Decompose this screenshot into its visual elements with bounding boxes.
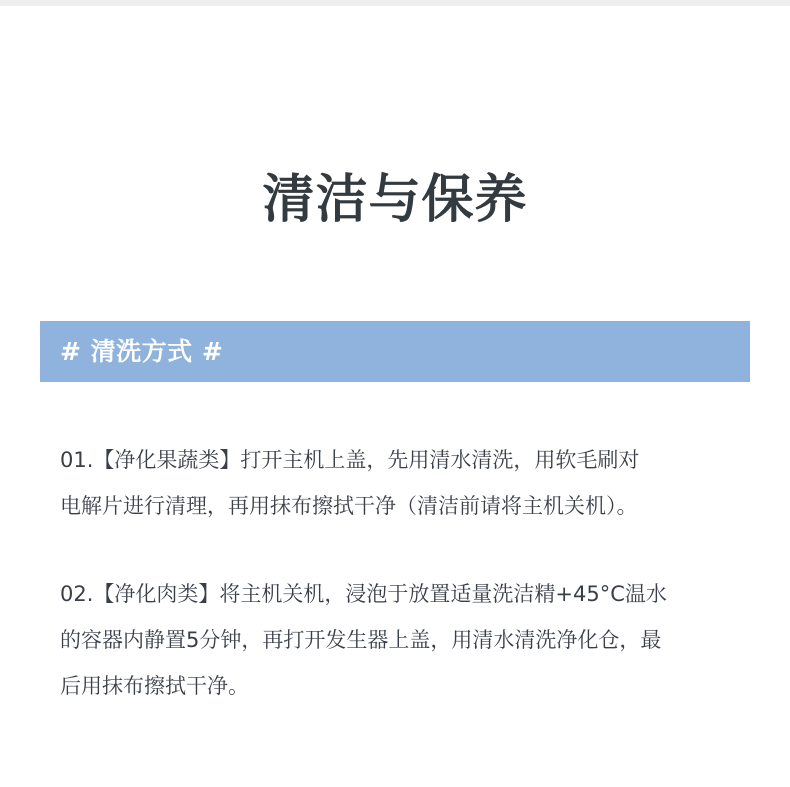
paragraph-line: 电解片进行清理，再用抹布擦拭干净（清洁前请将主机关机）。	[60, 494, 638, 518]
page-title: 清洁与保养	[262, 170, 528, 230]
section-heading: # 清洗方式 #	[60, 336, 224, 366]
top-divider-strip	[0, 0, 790, 6]
paragraph-line: 01.【净化果蔬类】打开主机上盖，先用清水清洗，用软毛刷对	[60, 448, 640, 472]
cleaning-instruction-fruit-vegetable	[60, 437, 750, 529]
paragraph-line: 的容器内静置5分钟，再打开发生器上盖，用清水清洗净化仓，最	[60, 628, 662, 652]
cleaning-instruction-meat	[60, 571, 750, 709]
paragraph-line: 后用抹布擦拭干净。	[60, 674, 249, 698]
section-header-bar	[40, 321, 750, 382]
paragraph-line: 02.【净化肉类】将主机关机，浸泡于放置适量洗洁精+45°C温水	[60, 582, 667, 606]
